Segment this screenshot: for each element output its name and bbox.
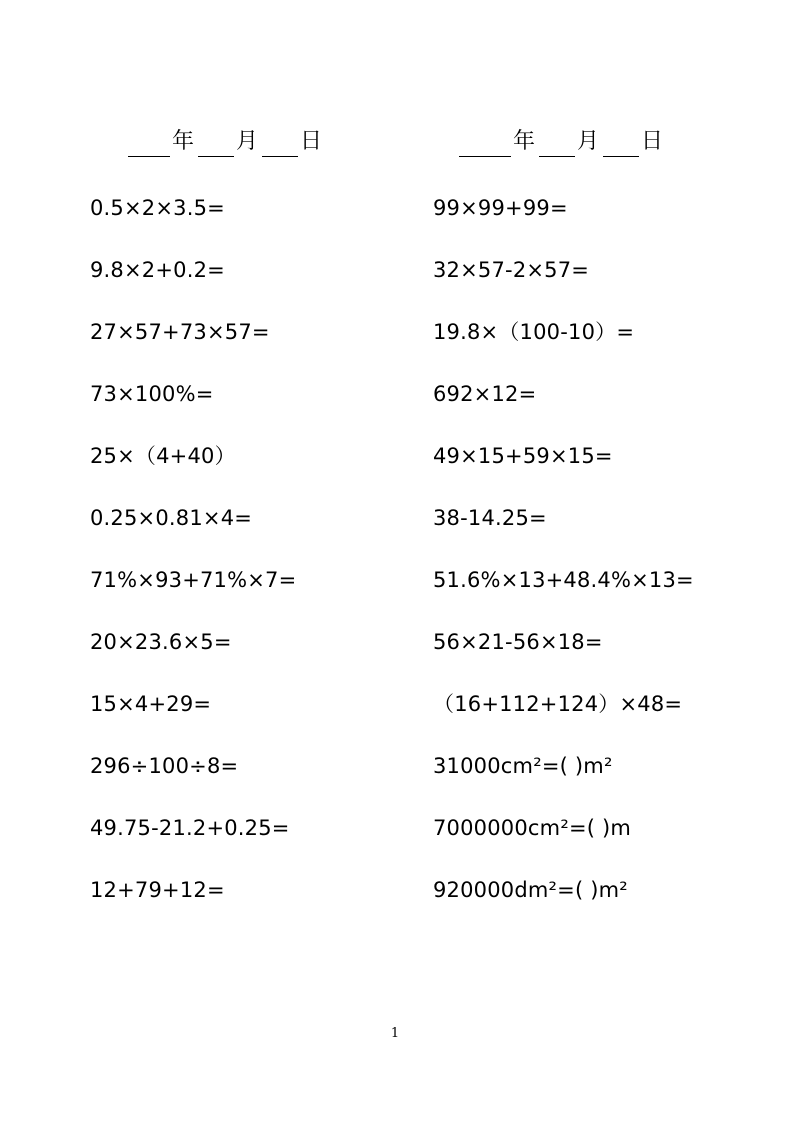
- problem-item: 692×12=: [433, 382, 537, 406]
- problem-item: 51.6%×13+48.4%×13=: [433, 568, 694, 592]
- page-number: 1: [390, 1026, 400, 1041]
- problem-item: 38-14.25=: [433, 506, 547, 530]
- day-blank: [603, 132, 639, 157]
- day-blank: [262, 132, 298, 157]
- problem-list-left: [90, 190, 430, 934]
- problem-item: 56×21-56×18=: [433, 630, 603, 654]
- problem-item: 12+79+12=: [90, 878, 225, 902]
- day-label: 日: [300, 129, 323, 154]
- problem-item: 19.8×（100-10）=: [433, 320, 635, 344]
- problem-item: 31000cm²=( )m²: [433, 754, 613, 778]
- problem-item: 20×23.6×5=: [90, 630, 232, 654]
- problem-item: 0.25×0.81×4=: [90, 506, 253, 530]
- problem-item: 27×57+73×57=: [90, 320, 270, 344]
- problem-item: 15×4+29=: [90, 692, 212, 716]
- year-blank: [128, 132, 170, 157]
- problem-item: 7000000cm²=( )m: [433, 816, 632, 840]
- problem-item: 9.8×2+0.2=: [90, 258, 225, 282]
- year-label: 年: [172, 129, 195, 154]
- problem-item: 25×（4+40）: [90, 444, 236, 468]
- problem-item: 0.5×2×3.5=: [90, 196, 225, 220]
- problem-list-right: [433, 190, 773, 934]
- problem-item: 296÷100÷8=: [90, 754, 239, 778]
- month-label: 月: [577, 129, 600, 154]
- month-blank: [539, 132, 575, 157]
- problem-item: （16+112+124）×48=: [433, 692, 683, 716]
- problem-item: 99×99+99=: [433, 196, 568, 220]
- problem-item: 32×57-2×57=: [433, 258, 590, 282]
- problem-item: 71%×93+71%×7=: [90, 568, 297, 592]
- date-header-left: [128, 127, 326, 157]
- month-blank: [198, 132, 234, 157]
- date-header-right: [459, 127, 667, 157]
- year-label: 年: [513, 129, 536, 154]
- problem-item: 920000dm²=( )m²: [433, 878, 628, 902]
- problem-item: 49.75-21.2+0.25=: [90, 816, 290, 840]
- problem-item: 49×15+59×15=: [433, 444, 613, 468]
- problem-item: 73×100%=: [90, 382, 214, 406]
- year-blank: [459, 132, 511, 157]
- month-label: 月: [236, 129, 259, 154]
- day-label: 日: [641, 129, 664, 154]
